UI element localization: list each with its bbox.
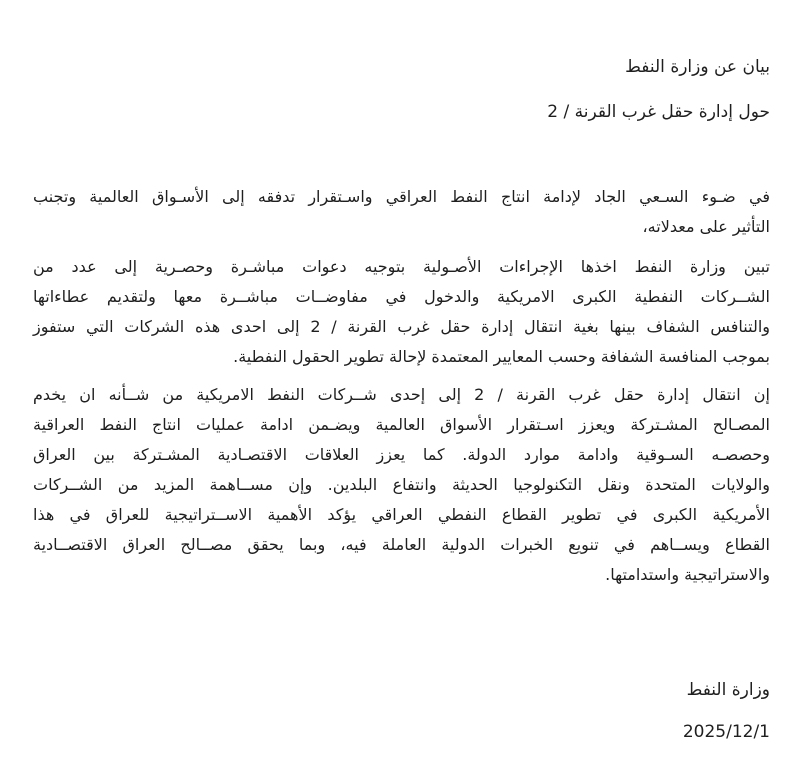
- document-title: بيان عن وزارة النفط: [625, 57, 770, 77]
- paragraph-3-line-6: القطاع ويســاهم في تنويع الخبرات الدولية العاملة فيه، وبما يحقق مصــالح العراق الاقتصــادية: [33, 535, 770, 554]
- paragraph-3-line-2: المصـالح المشـتركة ويعزز اسـتقرار الأسواق العالمية ويضـمن ادامة عمليات انتاج النفط العراقية: [33, 415, 770, 434]
- paragraph-3-line-3: وحصصـه السـوقية وادامة موارد الدولة. كما يعزز العلاقات الاقتصـادية المشـتركة بين العراق: [33, 445, 770, 464]
- document-subtitle: حول إدارة حقل غرب القرنة / 2: [547, 102, 770, 122]
- paragraph-2-line-1: تبين وزارة النفط اخذها الإجراءات الأصـولية بتوجيه دعوات مباشـرة وحصـرية إلى عدد من: [33, 257, 770, 276]
- paragraph-3-line-5: الأمريكية الكبرى في تطوير القطاع النفطي العراقي يؤكد الأهمية الاســتراتيجية للعراق في هذا: [33, 505, 770, 524]
- paragraph-2-line-2: الشــركات النفطية الكبرى الامريكية والدخول في مفاوضــات مباشــرة معها ولتقديم عطاءاتها: [33, 287, 770, 306]
- paragraph-1-line-2: التأثير على معدلاته،: [642, 217, 770, 236]
- paragraph-3-line-4: والولايات المتحدة ونقل التكنولوجيا الحديثة وانتفاع البلدين. وإن مســاهمة المزيد من الشــركات: [33, 475, 770, 494]
- paragraph-3-line-7: والاستراتيجية واستدامتها.: [605, 565, 770, 584]
- document-date: 2025/12/1: [682, 722, 770, 742]
- paragraph-2: [33, 252, 770, 372]
- paragraph-2-line-3: والتنافس الشفاف بينها بغية انتقال إدارة حقل غرب القرنة / 2 إلى احدى هذه الشركات التي ستفوز: [33, 317, 770, 336]
- signature-ministry: وزارة النفط: [686, 680, 770, 700]
- paragraph-1: [33, 182, 770, 242]
- document-header: [33, 52, 770, 127]
- paragraph-3-line-1: إن انتقال إدارة حقل غرب القرنة / 2 إلى إحدى شــركات النفط الامريكية من شــأنه ان يخدم: [33, 385, 770, 404]
- paragraph-2-line-4: بموجب المنافسة الشفافة وحسب المعايير المعتمدة لإحالة تطوير الحقول النفطية.: [233, 347, 770, 366]
- paragraph-3: [33, 380, 770, 590]
- paragraph-1-line-1: في ضـوء السـعي الجاد لإدامة انتاج النفط العراقي واسـتقرار تدفقه إلى الأسـواق العالمية وتجنب: [33, 187, 770, 206]
- document-body: [33, 182, 770, 590]
- document-footer: [33, 675, 770, 747]
